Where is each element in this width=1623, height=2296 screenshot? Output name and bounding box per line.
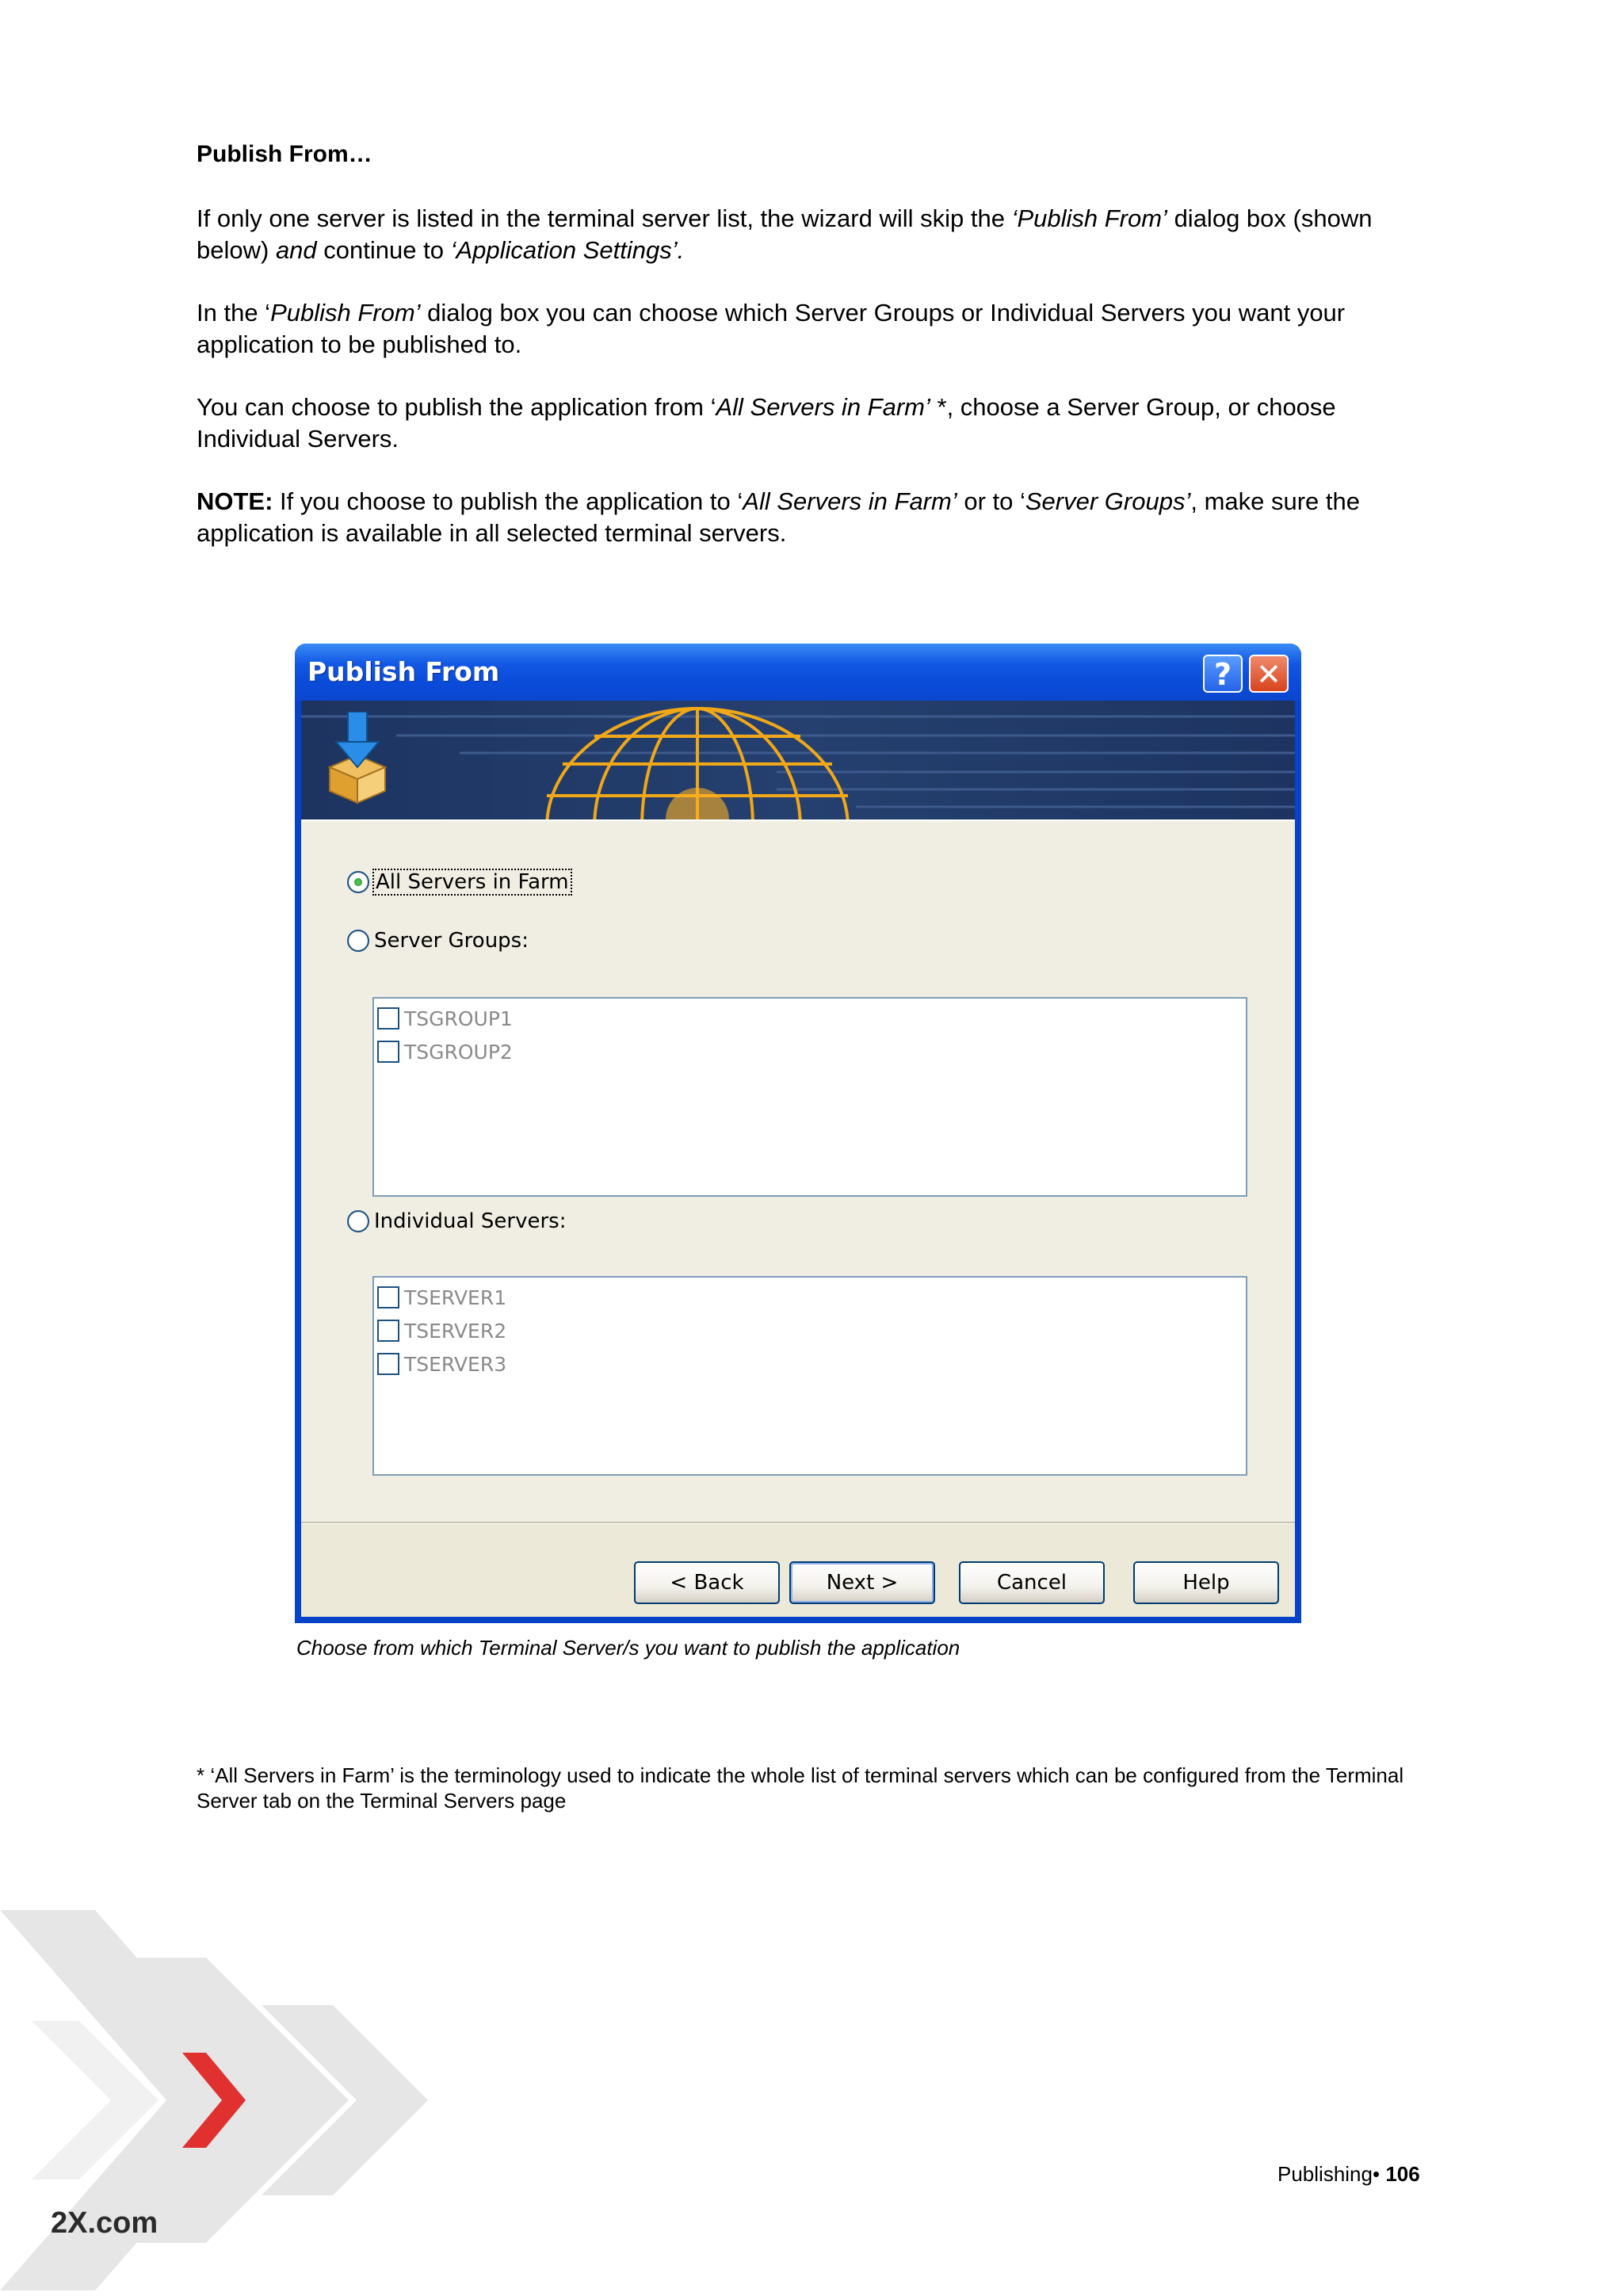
list-item[interactable] [374, 1347, 1246, 1381]
section-name: Publishing• [1277, 2162, 1381, 2186]
close-button[interactable]: ✕ [1249, 655, 1289, 693]
page-number: 106 [1385, 2162, 1420, 2186]
intro-paragraph [197, 203, 1433, 266]
server-label: TSERVER3 [404, 1352, 507, 1376]
text-span: ‘Application Settings’. [450, 236, 685, 264]
all-servers-option[interactable] [347, 870, 571, 894]
server-groups-radio[interactable] [347, 930, 369, 952]
text-span: If you choose to publish the application to ‘ [273, 487, 743, 515]
dialog-description-paragraph [197, 297, 1433, 361]
server-label: TSERVER1 [404, 1286, 507, 1309]
help-button[interactable]: Help [1133, 1561, 1279, 1604]
dialog-title: Publish From [307, 656, 500, 687]
all-servers-label[interactable]: All Servers in Farm [376, 870, 569, 894]
text-span: *, choose a Server Group, or choose Individual Servers. [197, 393, 1336, 453]
text-span: ‘Publish From’ [1011, 204, 1167, 232]
list-item[interactable] [374, 1002, 1246, 1035]
options-panel [301, 821, 1295, 1522]
help-titlebar-button[interactable]: ? [1203, 655, 1243, 693]
server-groups-option[interactable] [347, 929, 529, 953]
dialog-body [301, 701, 1295, 1617]
text-span: and [275, 236, 317, 264]
text-span: All Servers in Farm’ [743, 487, 957, 515]
text-span: You can choose to publish the application from ‘ [197, 393, 716, 421]
page-footer [1277, 2162, 1420, 2187]
server-groups-list[interactable] [372, 997, 1247, 1197]
all-servers-radio[interactable] [347, 871, 369, 893]
server-groups-label[interactable]: Server Groups: [374, 929, 529, 953]
text-span: If only one server is listed in the terminal server list, the wizard will skip the [197, 204, 1012, 232]
next-button[interactable]: Next > [789, 1561, 935, 1604]
text-span: continue to [316, 236, 451, 264]
individual-servers-radio[interactable] [347, 1210, 369, 1232]
dialog-titlebar [295, 644, 1301, 701]
individual-servers-list[interactable] [372, 1276, 1247, 1476]
group-label: TSGROUP2 [404, 1040, 513, 1064]
text-span: Server Groups’ [1025, 487, 1191, 515]
list-item[interactable] [374, 1281, 1246, 1314]
download-box-icon [322, 712, 393, 807]
back-button[interactable]: < Back [634, 1561, 780, 1604]
text-span: or to ‘ [957, 487, 1025, 515]
note-paragraph [197, 486, 1433, 549]
group-checkbox[interactable] [377, 1041, 399, 1063]
company-logo: 2X.com [51, 2206, 158, 2240]
cancel-button[interactable]: Cancel [959, 1561, 1105, 1604]
individual-servers-option[interactable] [347, 1209, 566, 1233]
note-label: NOTE: [197, 487, 273, 515]
globe-banner-graphic [301, 701, 1295, 819]
server-checkbox[interactable] [377, 1286, 399, 1308]
server-label: TSERVER2 [404, 1319, 507, 1343]
text-span: In the ‘ [197, 299, 271, 327]
text-span: All Servers in Farm’ [716, 393, 930, 421]
server-checkbox[interactable] [377, 1353, 399, 1375]
wizard-banner [301, 701, 1295, 819]
list-item[interactable] [374, 1035, 1246, 1068]
text-span: dialog box you can choose which Server Groups or Individual Servers you want your application to be published to. [197, 299, 1346, 358]
text-span: , make sure the application is available in all selected terminal servers. [197, 487, 1360, 547]
server-checkbox[interactable] [377, 1320, 399, 1342]
individual-servers-label[interactable]: Individual Servers: [374, 1209, 567, 1233]
footnote: * ‘All Servers in Farm’ is the terminology used to indicate the whole list of terminal servers which can be configured from the Terminal Server tab on the Terminal Servers page [197, 1763, 1404, 1813]
figure-caption: Choose from which Terminal Server/s you want to publish the application [296, 1636, 960, 1660]
section-heading: Publish From… [197, 141, 372, 167]
text-span: Publish From’ [270, 299, 421, 327]
group-checkbox[interactable] [377, 1007, 399, 1030]
text-span: dialog box (shown below) [197, 204, 1373, 264]
list-item[interactable] [374, 1314, 1246, 1347]
group-label: TSGROUP1 [404, 1007, 513, 1030]
options-paragraph [197, 392, 1433, 455]
publish-from-dialog [295, 644, 1301, 1623]
